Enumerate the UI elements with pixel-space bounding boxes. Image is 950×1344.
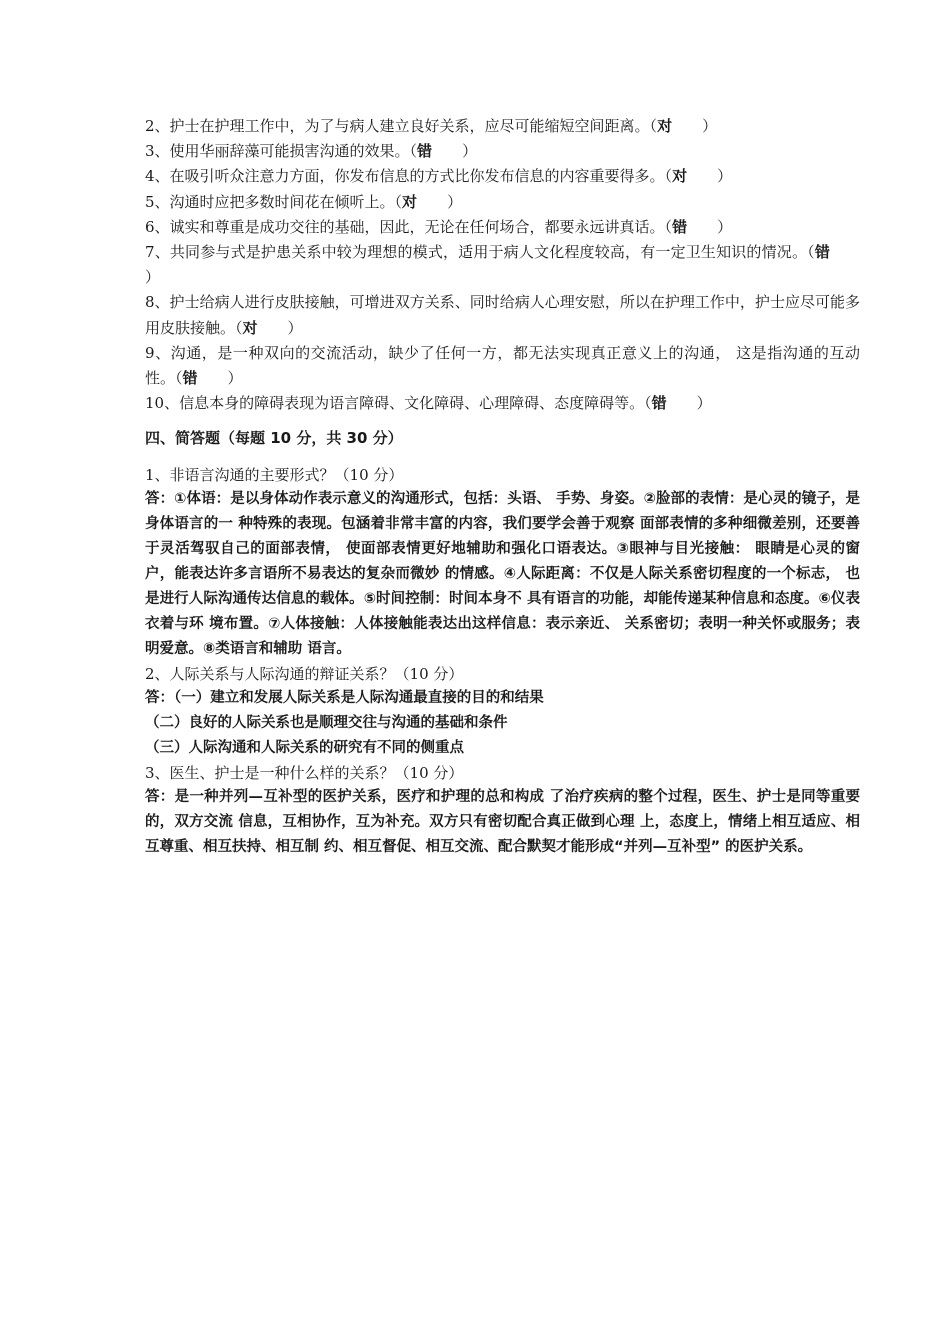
- judgment-item: [145, 391, 860, 416]
- judgment-close: ）: [696, 394, 712, 413]
- question-1: 1、非语言沟通的主要形式？（10 分）: [145, 466, 404, 485]
- judgment-item: [145, 341, 860, 391]
- judgment-close: ）: [447, 192, 463, 211]
- judgment-item: [145, 139, 860, 164]
- judgment-close: ）: [145, 268, 161, 287]
- answer-2-line: （二）良好的人际关系也是顺理交往与沟通的基础和条件: [145, 715, 508, 732]
- judgment-text: 8、护士给病人进行皮肤接触，可增进双方关系、同时给病人心理安慰，所以在护理工作中，护士应尽可能多用皮肤接触。（: [145, 293, 860, 337]
- judgment-item: [145, 215, 860, 240]
- judgment-close: ）: [717, 167, 733, 186]
- judgment-text: 4、在吸引听众注意力方面，你发布信息的方式比你发布信息的内容重要得多。（: [145, 167, 673, 186]
- judgment-close: ）: [227, 369, 243, 388]
- judgment-answer: 对: [657, 117, 673, 135]
- judgment-item: [145, 240, 860, 290]
- judgment-text: 2、护士在护理工作中，为了与病人建立良好关系，应尽可能缩短空间距离。（: [145, 117, 658, 135]
- judgment-answer: 错: [417, 142, 433, 161]
- judgment-text: 7、共同参与式是护患关系中较为理想的模式，适用于病人文化程度较高，有一定卫生知识的情况。（: [145, 243, 815, 262]
- question-2: 2、人际关系与人际沟通的辩证关系？（10 分）: [145, 665, 464, 684]
- judgment-answer: 错: [651, 394, 667, 413]
- judgment-text: 5、沟通时应把多数时间花在倾听上。（: [145, 192, 403, 211]
- judgment-text: 6、诚实和尊重是成功交往的基础，因此，无论在任何场合，都要永远讲真话。（: [145, 217, 673, 236]
- judgment-answer: 错: [814, 243, 830, 262]
- answer-1: 答：①体语：是以身体动作表示意义的沟通形式，包括：头语、 手势、身姿。②脸部的表情：是心灵的镜子，是身体语言的一 种特殊的表现。包涵着非常丰富的内容，我们要学会善于观察 面部表情的多种细微差别，还要善于灵活驾驭自己的面部表情， 使面部表情更好地辅助和强化口语表达。③眼神与目光接触： 眼睛是心灵的窗户，能表达许多言语所不易表达的复杂而微妙 的情感。④人际距离：不仅是人际关系密切程度的一个标志， 也是进行人际沟通传达信息的载体。⑤时间控制：时间本身不 具有语言的功能，却能传递某种信息和态度。⑥仪表衣着与环 境布置。⑦人体接触：人体接触能表达出这样信息：表示亲近、 关系密切；表明一种关怀或服务；表明爱意。⑧类语言和辅助 语言。: [145, 491, 860, 658]
- judgment-text: 3、使用华丽辞藻可能损害沟通的效果。（: [145, 142, 418, 161]
- judgment-text: 9、沟通，是一种双向的交流活动，缺少了任何一方，都无法实现真正意义上的沟通， 这是指沟通的互动性。（: [145, 343, 860, 388]
- judgment-answer: 对: [402, 192, 418, 211]
- judgment-close: ）: [462, 142, 478, 161]
- judgment-text: 10、信息本身的障碍表现为语言障碍、文化障碍、心理障碍、态度障碍等。（: [145, 394, 652, 413]
- answer-3: 答：是一种并列—互补型的医护关系，医疗和护理的总和构成 了治疗疾病的整个过程，医生、护士是同等重要的，双方交流 信息，互相协作，互为补充。双方只有密切配合真正做到心理 上，态度上，情绪上相互适应、相互尊重、相互扶持、相互制 约、相互督促、相互交流、配合默契才能形成“并列—互补型” 的医护关系。: [145, 789, 860, 856]
- judgment-answer: 错: [182, 369, 198, 388]
- answer-2-line: 答：（一）建立和发展人际关系是人际沟通最直接的目的和结果: [145, 690, 544, 707]
- judgment-item: [145, 114, 860, 139]
- judgment-item: [145, 190, 860, 215]
- answer-2-line: （三）人际沟通和人际关系的研究有不同的侧重点: [145, 740, 464, 757]
- question-3: 3、医生、护士是一种什么样的关系？（10 分）: [145, 764, 464, 783]
- judgment-answer: 对: [242, 318, 258, 337]
- judgment-close: ）: [702, 117, 718, 135]
- judgment-item: [145, 164, 860, 189]
- judgment-close: ）: [717, 217, 733, 236]
- judgment-close: ）: [287, 318, 303, 337]
- section-heading: 四、简答题（每题 10 分，共 30 分）: [145, 429, 403, 448]
- document-content: [145, 114, 860, 860]
- judgment-answer: 对: [672, 167, 688, 186]
- judgment-item: [145, 290, 860, 340]
- judgment-answer: 错: [672, 217, 688, 236]
